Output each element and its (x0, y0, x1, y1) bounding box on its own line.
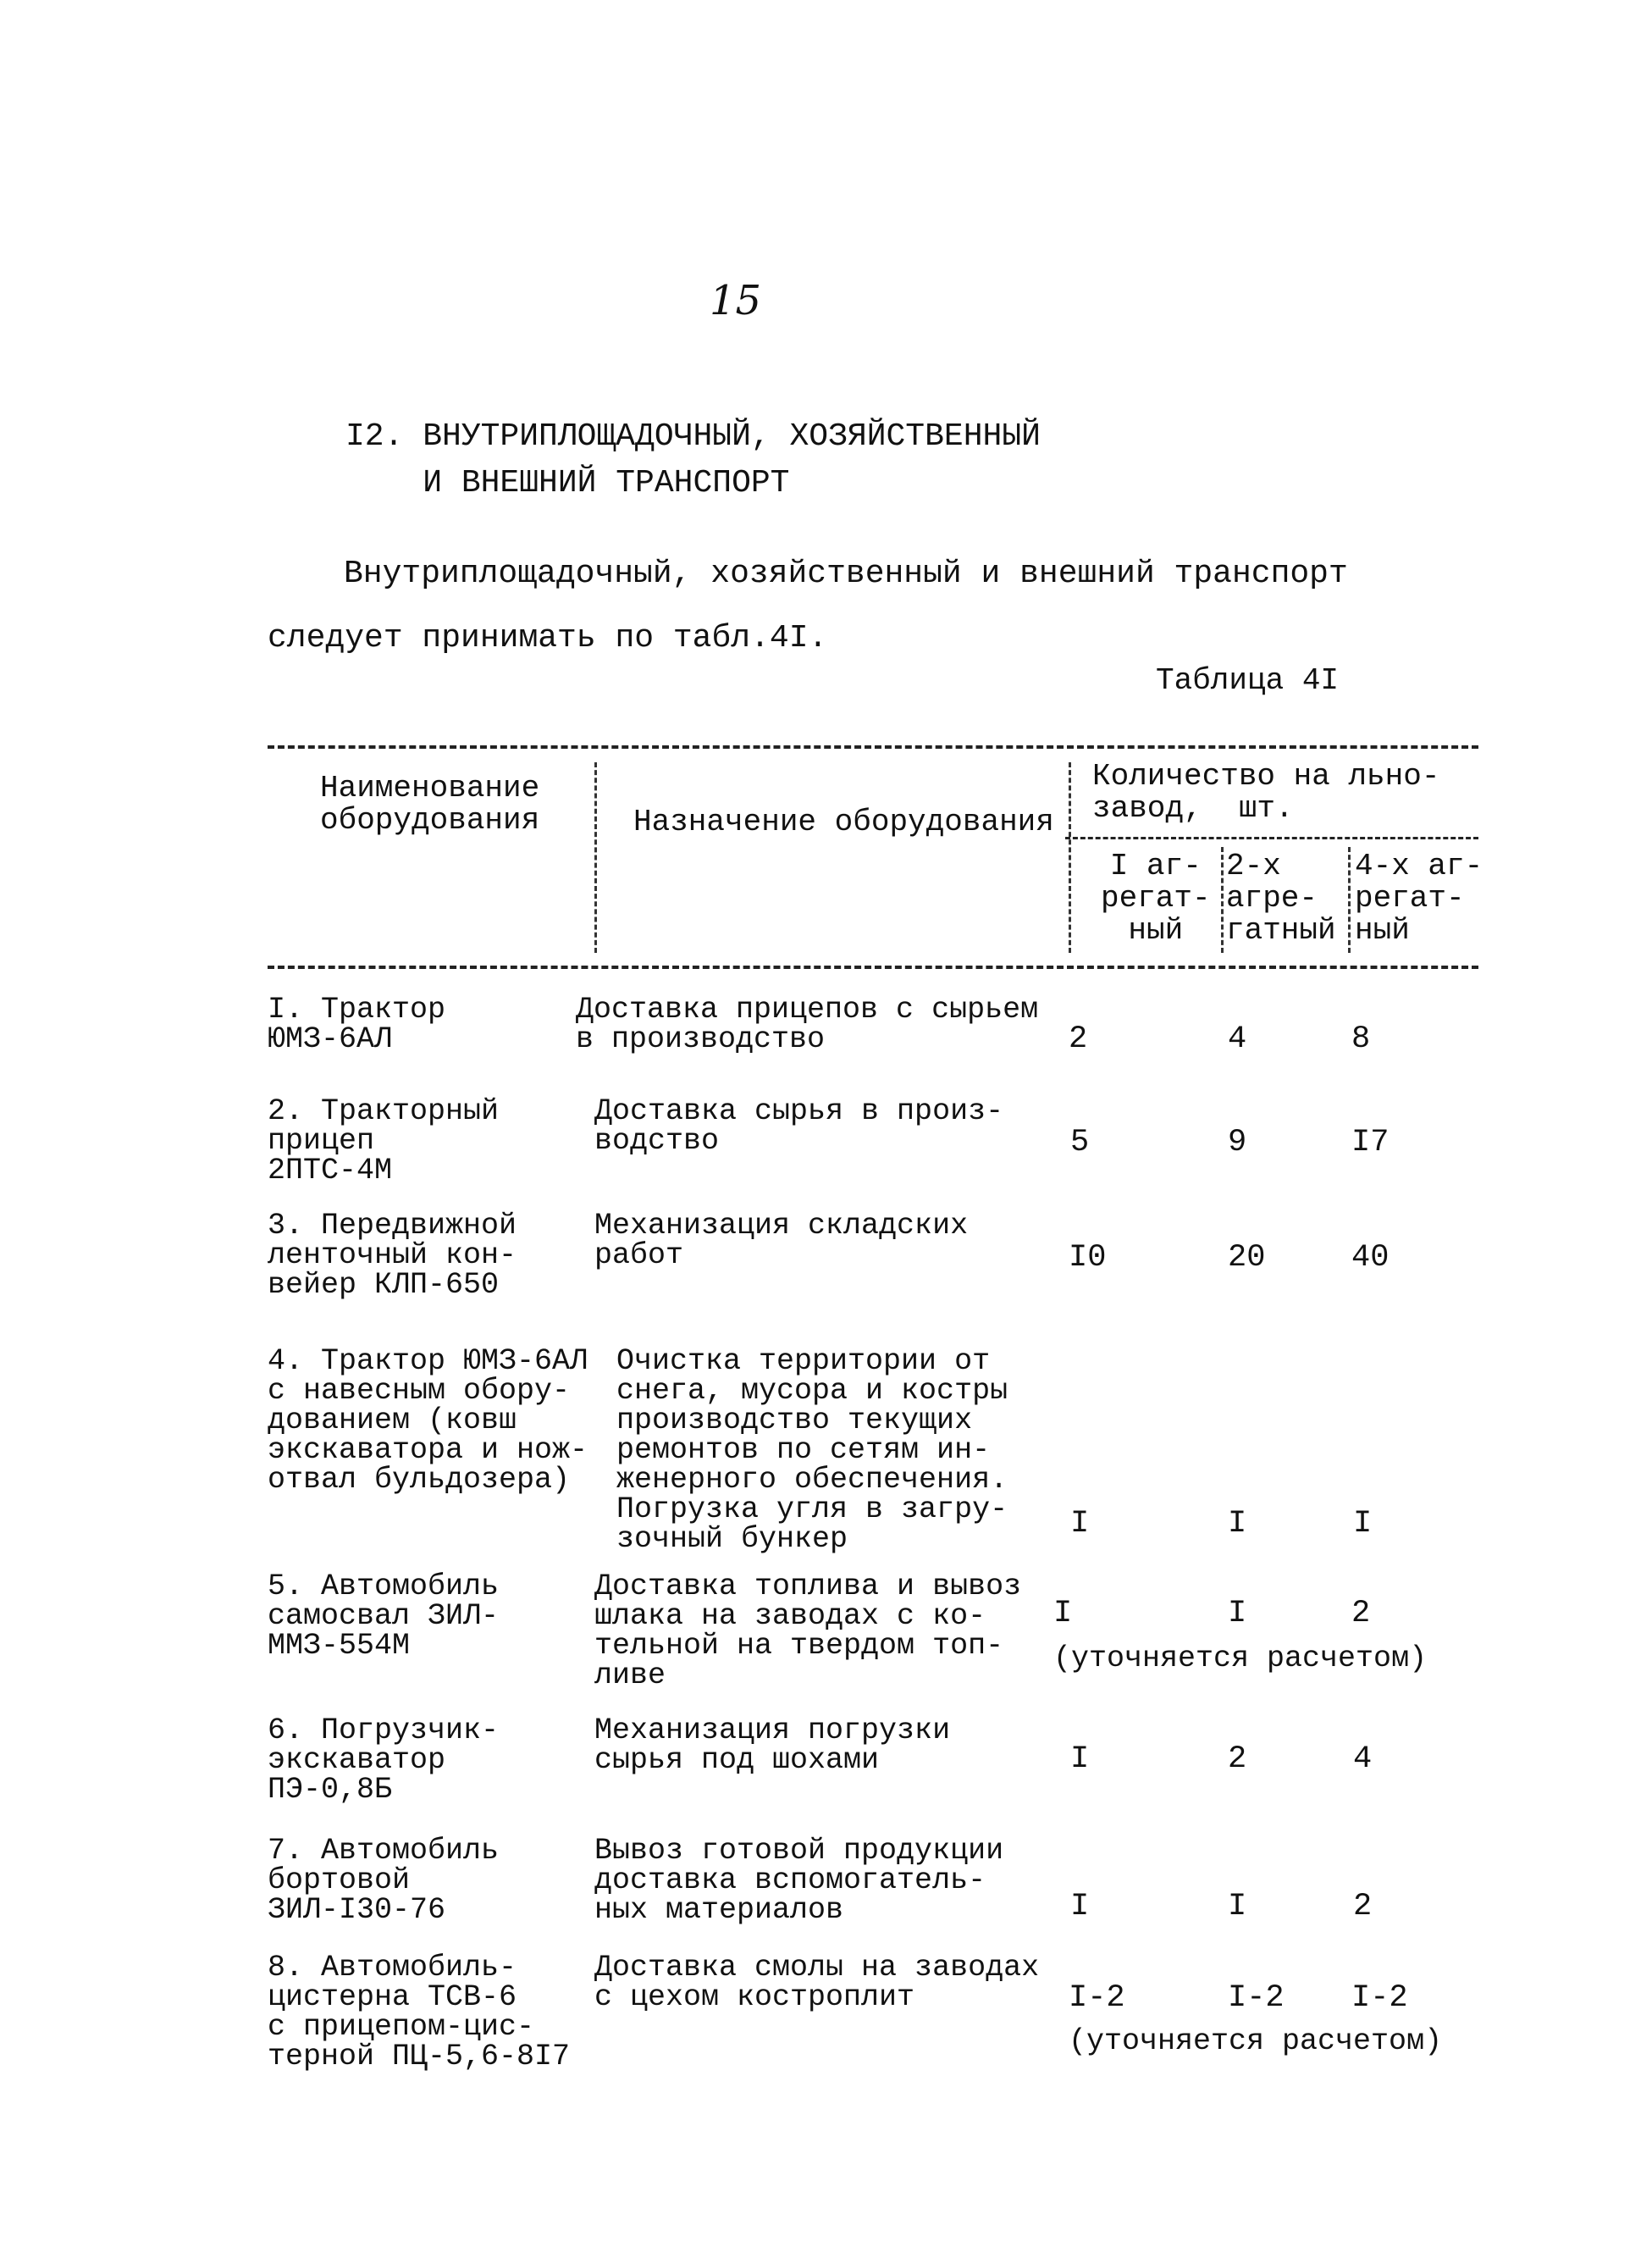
table-row-6-col1: I (1070, 1741, 1090, 1777)
table-row-6-name: 6. Погрузчик- экскаватор ПЭ-0,8Б (268, 1713, 500, 1807)
table-row-8-col3: I-2 (1351, 1980, 1408, 2016)
table-row-5-col1: I (1053, 1596, 1073, 1631)
header-col-1: I аг- регат- ный (1101, 849, 1211, 948)
table-row-7-col3: 2 (1353, 1889, 1373, 1924)
table-row-4-name: 4. Трактор ЮМЗ-6АЛ с навесным обору- дованием (ковш экскаватора и нож- отвал бульдозера) (268, 1344, 588, 1497)
table-caption: Таблица 4I (1156, 663, 1340, 698)
table-row-7-name: 7. Автомобиль бортовой ЗИЛ-I30-76 (268, 1834, 500, 1927)
header-separator-2 (1069, 762, 1071, 953)
table-top-rule (268, 745, 1478, 749)
section-heading (345, 413, 1041, 507)
table-row-3-col3: 40 (1351, 1240, 1390, 1276)
table-row-1-col3: 8 (1351, 1021, 1371, 1057)
table-row-3-name: 3. Передвижной ленточный кон- вейер КЛП-650 (268, 1209, 517, 1302)
table-row-4-purpose: Очистка территории от снега, мусора и костры производство текущих ремонтов по сетям ин- женерного обеспечения. Погрузка угля в загру- зочный бункер (616, 1344, 1008, 1556)
table-row-5-col3: 2 (1351, 1596, 1371, 1631)
table-row-8-note: (уточняется расчетом) (1069, 2024, 1443, 2058)
table-row-8-purpose: Доставка смолы на заводах с цехом костроплит (594, 1951, 1040, 2014)
header-purpose: Назначение оборудования (633, 805, 1054, 839)
section-heading-line2: И ВНЕШНИЙ ТРАНСПОРТ (423, 465, 790, 502)
table-row-8-name: 8. Автомобиль- цистерна ТСВ-6 с прицепом-цис- терной ПЦ-5,6-8I7 (268, 1951, 571, 2073)
table-row-4-col2: I (1228, 1506, 1247, 1542)
header-separator-1 (594, 762, 597, 953)
table-row-1-name: I. Трактор ЮМЗ-6АЛ (268, 993, 446, 1056)
intro-paragraph (268, 542, 1453, 671)
table-row-5-col2: I (1228, 1596, 1247, 1631)
table-row-2-purpose: Доставка сырья в произ- водство (594, 1094, 1004, 1158)
header-col-2: 2-х агре- гатный (1226, 849, 1336, 948)
table-row-6-purpose: Механизация погрузки сырья под шохами (594, 1713, 951, 1777)
header-bottom-rule (268, 966, 1478, 969)
table-row-6-col2: 2 (1228, 1741, 1247, 1777)
table-row-3-col1: I0 (1069, 1240, 1107, 1276)
header-separator-4 (1348, 847, 1351, 953)
table-row-2-col3: I7 (1351, 1125, 1390, 1160)
section-heading-line1: I2. ВНУТРИПЛОЩАДОЧНЫЙ, ХОЗЯЙСТВЕННЫЙ (345, 418, 1041, 455)
table-row-1-col2: 4 (1228, 1021, 1247, 1057)
table-row-2-col2: 9 (1228, 1125, 1247, 1160)
table-row-5-note: (уточняется расчетом) (1053, 1641, 1428, 1675)
table-row-2-col1: 5 (1070, 1125, 1090, 1160)
header-col-3: 4-х аг- регат- ный (1355, 849, 1483, 948)
table-row-1-col1: 2 (1069, 1021, 1088, 1057)
header-separator-3 (1221, 847, 1224, 953)
page-number: 15 (710, 277, 762, 324)
table-row-1-purpose: Доставка прицепов с сырьем в производство (576, 993, 1039, 1056)
table-row-8-col1: I-2 (1069, 1980, 1125, 2016)
table-row-7-purpose: Вывоз готовой продукции доставка вспомогатель- ных материалов (594, 1834, 1004, 1927)
header-quantity: Количество на льно- завод, шт. (1092, 759, 1440, 826)
table-row-5-purpose: Доставка топлива и вывоз шлака на заводах с ко- тельной на твердом топ- ливе (594, 1569, 1022, 1692)
table-row-4-col1: I (1070, 1506, 1090, 1542)
table-row-3-col2: 20 (1228, 1240, 1266, 1276)
table-row-4-col3: I (1353, 1506, 1373, 1542)
table-row-6-col3: 4 (1353, 1741, 1373, 1777)
table-row-7-col1: I (1070, 1889, 1090, 1924)
table-row-2-name: 2. Тракторный прицеп 2ПТС-4М (268, 1094, 500, 1187)
header-sub-rule (1065, 837, 1478, 839)
table-row-3-purpose: Механизация складских работ (594, 1209, 969, 1272)
table-row-8-col2: I-2 (1228, 1980, 1285, 2016)
header-name: Наименование оборудования (320, 771, 540, 838)
table-row-7-col2: I (1228, 1889, 1247, 1924)
table-row-5-name: 5. Автомобиль самосвал ЗИЛ- ММЗ-554М (268, 1569, 500, 1663)
intro-text: Внутриплощадочный, хозяйственный и внешний транспорт следует принимать по табл.4I. (268, 556, 1348, 656)
